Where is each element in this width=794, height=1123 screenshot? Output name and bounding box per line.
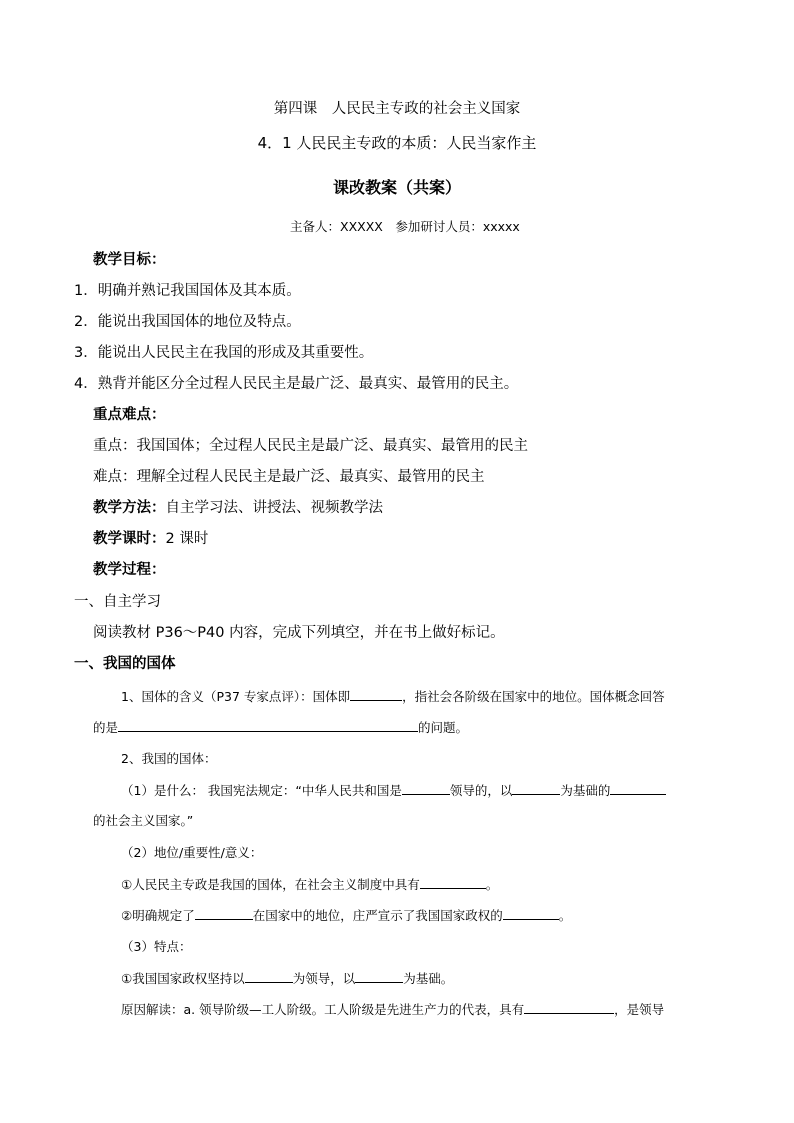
- fill-blank[interactable]: [512, 780, 560, 795]
- hours-line: [93, 529, 208, 549]
- methods-line: [93, 498, 383, 518]
- fill-blank[interactable]: [524, 999, 614, 1014]
- methods-value: 自主学习法、讲授法、视频教学法: [165, 500, 383, 516]
- keypoints-heading: 重点难点：: [93, 407, 166, 423]
- fill-blank[interactable]: [118, 717, 418, 732]
- key-point: 重点：我国国体；全过程人民民主是最广泛、最真实、最管用的民主: [93, 438, 528, 454]
- fill-blank[interactable]: [610, 780, 666, 795]
- fill-blank[interactable]: [355, 968, 403, 983]
- question-2-2: （2）地位/重要性/意义：: [121, 845, 263, 860]
- section1-heading: 一、我国的国体: [74, 656, 176, 672]
- fill-blank[interactable]: [350, 686, 402, 701]
- section-title: 4．1 人民民主专政的本质：人民当家作主: [257, 134, 537, 152]
- plan-title: 课改教案（共案）: [332, 178, 461, 197]
- self-study-heading: 一、自主学习: [74, 594, 161, 610]
- question-2-2-2: ②明确规定了 在国家中的地位，庄严宣示了我国国家政权的 。: [121, 905, 571, 926]
- question-2-1-cont: 的社会主义国家。”: [93, 813, 194, 828]
- objective-item: 1．明确并熟记我国国体及其本质。: [74, 283, 301, 299]
- question-2-1: （1）是什么： 我国宪法规定：“中华人民共和国是 领导的，以 为基础的: [121, 780, 666, 801]
- question-1-cont: 的是 的问题。: [93, 717, 468, 738]
- difficult-point: 难点：理解全过程人民民主是最广泛、最真实、最管用的民主: [93, 469, 485, 485]
- process-heading: 教学过程：: [93, 562, 166, 578]
- question-1: 1、国体的含义（P37 专家点评）：国体即 ，指社会各阶级在国家中的地位。国体概念回答: [121, 686, 665, 707]
- question-2-3: （3）特点：: [121, 939, 192, 954]
- fill-blank[interactable]: [503, 905, 559, 920]
- question-2-2-1: ①人民民主专政是我国的国体，在社会主义制度中具有 。: [121, 874, 498, 895]
- objective-item: 3．能说出人民民主在我国的形成及其重要性。: [74, 345, 374, 361]
- preparers-line: 主备人：XXXXX 参加研讨人员：xxxxx: [290, 219, 520, 234]
- objectives-heading: 教学目标：: [93, 252, 166, 268]
- hours-label: 教学课时：: [93, 531, 166, 547]
- hours-value: 2 课时: [165, 531, 209, 547]
- self-study-instruction: 阅读教材 P36～P40 内容，完成下列填空，并在书上做好标记。: [93, 625, 505, 641]
- fill-blank[interactable]: [195, 905, 253, 920]
- question-2-3-1: ①我国国家政权坚持以 为领导，以 为基础。: [121, 968, 453, 989]
- fill-blank[interactable]: [402, 780, 450, 795]
- question-2: 2、我国的国体：: [121, 751, 217, 766]
- reason-line: 原因解读：a. 领导阶级—工人阶级。工人阶级是先进生产力的代表，具有 ，是领导: [121, 999, 664, 1020]
- fill-blank[interactable]: [245, 968, 293, 983]
- lesson-title: 第四课 人民民主专政的社会主义国家: [273, 101, 521, 117]
- methods-label: 教学方法：: [93, 500, 166, 516]
- objective-item: 4．熟背并能区分全过程人民民主是最广泛、最真实、最管用的民主。: [74, 376, 519, 392]
- fill-blank[interactable]: [420, 874, 486, 889]
- objective-item: 2．能说出我国国体的地位及特点。: [74, 314, 301, 330]
